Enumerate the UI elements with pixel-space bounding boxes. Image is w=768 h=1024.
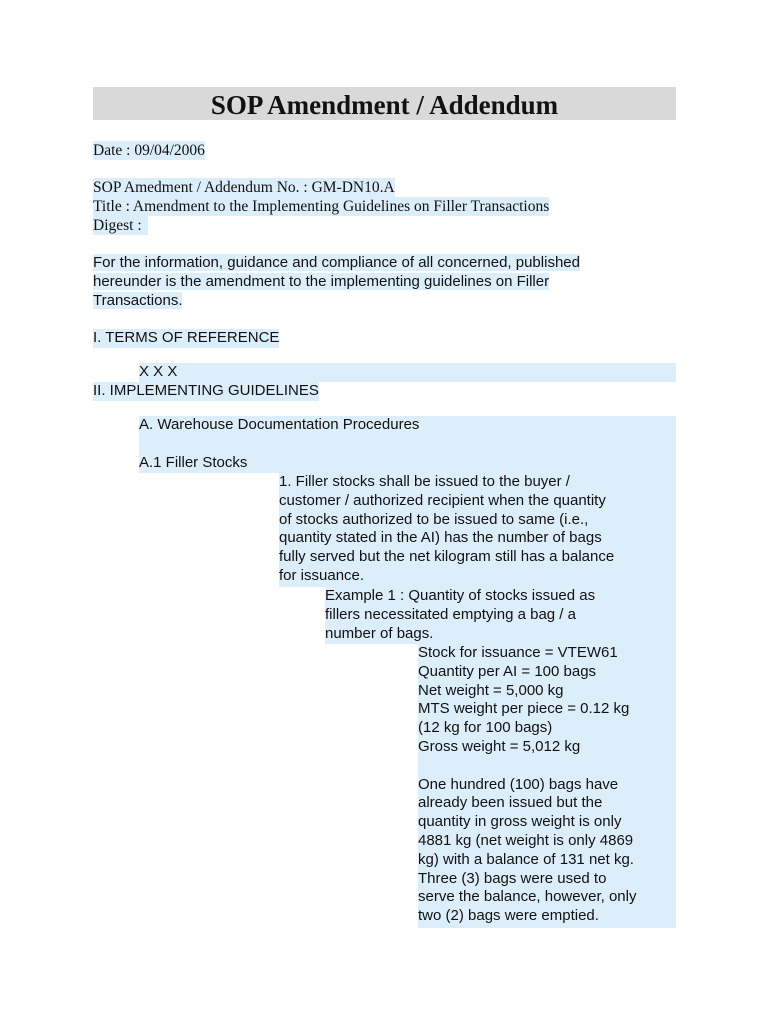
intro-line: For the information, guidance and compliance of all concerned, published [93, 254, 580, 271]
item-1-line: fully served but the net kilogram still has a balance [279, 548, 615, 566]
item-1-line: 1. Filler stocks shall be issued to the buyer / [279, 473, 570, 490]
detail-line: Stock for issuance = VTEW61 [418, 644, 618, 661]
section-terms-heading: I. TERMS OF REFERENCE [93, 329, 280, 346]
item-1-line: customer / authorized recipient when the quantity [279, 491, 606, 509]
item-1-line: quantity stated in the AI) has the number of bags [279, 529, 602, 547]
blank-line [418, 757, 676, 776]
page-title: SOP Amendment / Addendum [93, 87, 676, 120]
explanation-line: One hundred (100) bags have [418, 775, 619, 793]
terms-body-band [139, 363, 676, 382]
example-1-line: Example 1 : Quantity of stocks issued as [325, 587, 596, 604]
section-guidelines-heading: II. IMPLEMENTING GUIDELINES [93, 382, 319, 399]
addendum-number-line: SOP Amedment / Addendum No. : GM-DN10.A [93, 179, 395, 196]
intro-line: hereunder is the amendment to the implementing guidelines on Filler [93, 272, 550, 290]
explanation-line: 4881 kg (net weight is only 4869 [418, 831, 634, 849]
detail-line: Quantity per AI = 100 bags [418, 662, 597, 680]
example-1-line: number of bags. [325, 624, 434, 642]
example-1-line: fillers necessitated emptying a bag / a [325, 605, 576, 623]
explanation-line: Three (3) bags were used to [418, 869, 607, 887]
item-1-line: of stocks authorized to be issued to same (i.e., [279, 510, 589, 528]
item-1-line: for issuance. [279, 566, 365, 584]
example-1-paragraph [325, 587, 676, 644]
explanation-line: kg) with a balance of 131 net kg. [418, 850, 634, 868]
detail-line: Net weight = 5,000 kg [418, 681, 564, 699]
explanation-line: already been issued but the [418, 794, 603, 812]
document-title-line: Title : Amendment to the Implementing Guidelines on Filler Transactions [93, 198, 550, 215]
date-line: Date : 09/04/2006 [93, 142, 205, 159]
explanation-line: quantity in gross weight is only [418, 813, 622, 831]
intro-paragraph [93, 254, 580, 310]
explanation-line: two (2) bags were emptied. [418, 907, 599, 925]
subsection-a-band [139, 416, 676, 473]
subsection-a-heading: A. Warehouse Documentation Procedures [139, 416, 420, 433]
detail-line: (12 kg for 100 bags) [418, 719, 553, 737]
item-1-paragraph [279, 473, 676, 587]
subsection-a1-heading: A.1 Filler Stocks [139, 454, 248, 471]
terms-body: X X X [139, 363, 178, 380]
digest-line: Digest : [93, 216, 148, 235]
detail-line: MTS weight per piece = 0.12 kg [418, 700, 630, 718]
example-details-block [418, 644, 676, 928]
intro-line: Transactions. [93, 291, 183, 309]
explanation-line: serve the balance, however, only [418, 888, 637, 906]
detail-line: Gross weight = 5,012 kg [418, 737, 581, 755]
